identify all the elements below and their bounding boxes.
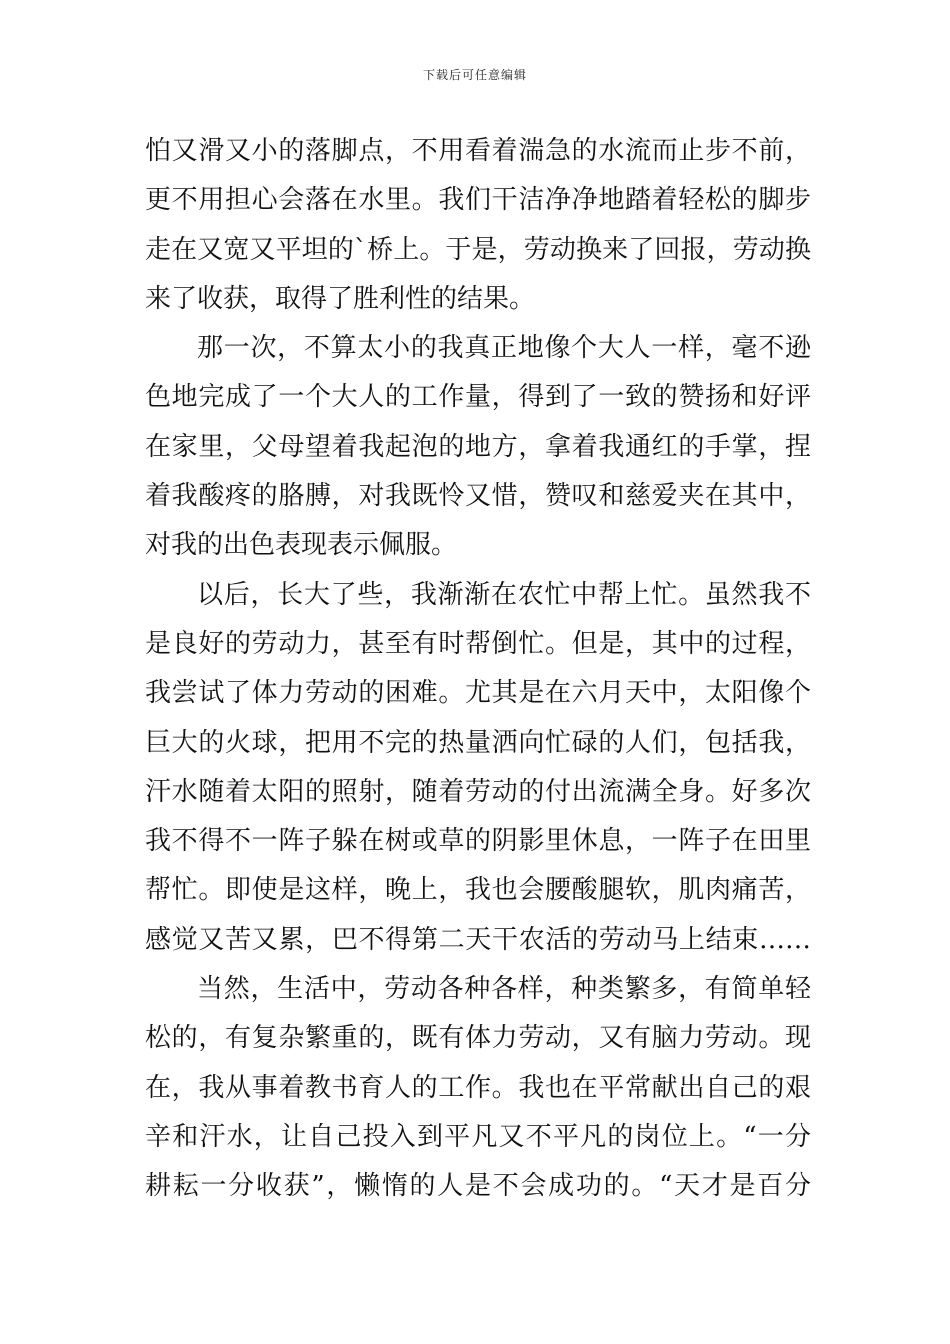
text-line: 汗水随着太阳的照射，随着劳动的付出流满全身。好多次 [145, 776, 811, 807]
text-line: 感觉又苦又累，巴不得第二天干农活的劳动马上结束…… [145, 924, 811, 955]
text-line: 当然，生活中，劳动各种各样，种类繁多，有简单轻 [197, 974, 811, 1005]
text-line: 耕耘一分收获”，懒惰的人是不会成功的。“天才是百分 [145, 1171, 811, 1202]
text-line: 来了收获，取得了胜利性的结果。 [145, 283, 536, 314]
text-line: 怕又滑又小的落脚点，不用看着湍急的水流而止步不前， [145, 136, 811, 166]
text-line: 我不得不一阵子躲在树或草的阴影里休息，一阵子在田里 [145, 826, 811, 857]
text-line: 帮忙。即使是这样，晚上，我也会腰酸腿软，肌肉痛苦， [145, 875, 811, 906]
text-line: 松的，有复杂繁重的，既有体力劳动，又有脑力劳动。现 [145, 1023, 811, 1054]
text-line: 对我的出色表现表示佩服。 [145, 530, 458, 561]
text-line: 辛和汗水，让自己投入到平凡又不平凡的岗位上。“一分 [145, 1121, 811, 1152]
text-line: 更不用担心会落在水里。我们干洁净净地踏着轻松的脚步 [145, 185, 811, 216]
body-text [145, 127, 811, 1212]
text-line: 色地完成了一个大人的工作量，得到了一致的赞扬和好评 [145, 382, 811, 413]
text-line: 那一次，不算太小的我真正地像个大人一样，毫不逊 [197, 333, 811, 364]
text-line: 着我酸疼的胳膊，对我既怜又惜，赞叹和慈爱夹在其中， [145, 481, 811, 512]
text-line: 巨大的火球，把用不完的热量洒向忙碌的人们，包括我， [145, 727, 811, 758]
text-line: 在家里，父母望着我起泡的地方，拿着我通红的手掌，捏 [145, 431, 811, 462]
text-line: 是良好的劳动力，甚至有时帮倒忙。但是，其中的过程， [145, 628, 811, 659]
text-line: 走在又宽又平坦的`桥上。于是，劳动换来了回报，劳动换 [145, 234, 811, 265]
page-header: 下载后可任意编辑 [422, 68, 527, 82]
text-line: 在，我从事着教书育人的工作。我也在平常献出自己的艰 [145, 1072, 811, 1103]
text-line: 我尝试了体力劳动的困难。尤其是在六月天中，太阳像个 [145, 678, 811, 709]
text-line: 以后，长大了些，我渐渐在农忙中帮上忙。虽然我不 [197, 579, 811, 610]
